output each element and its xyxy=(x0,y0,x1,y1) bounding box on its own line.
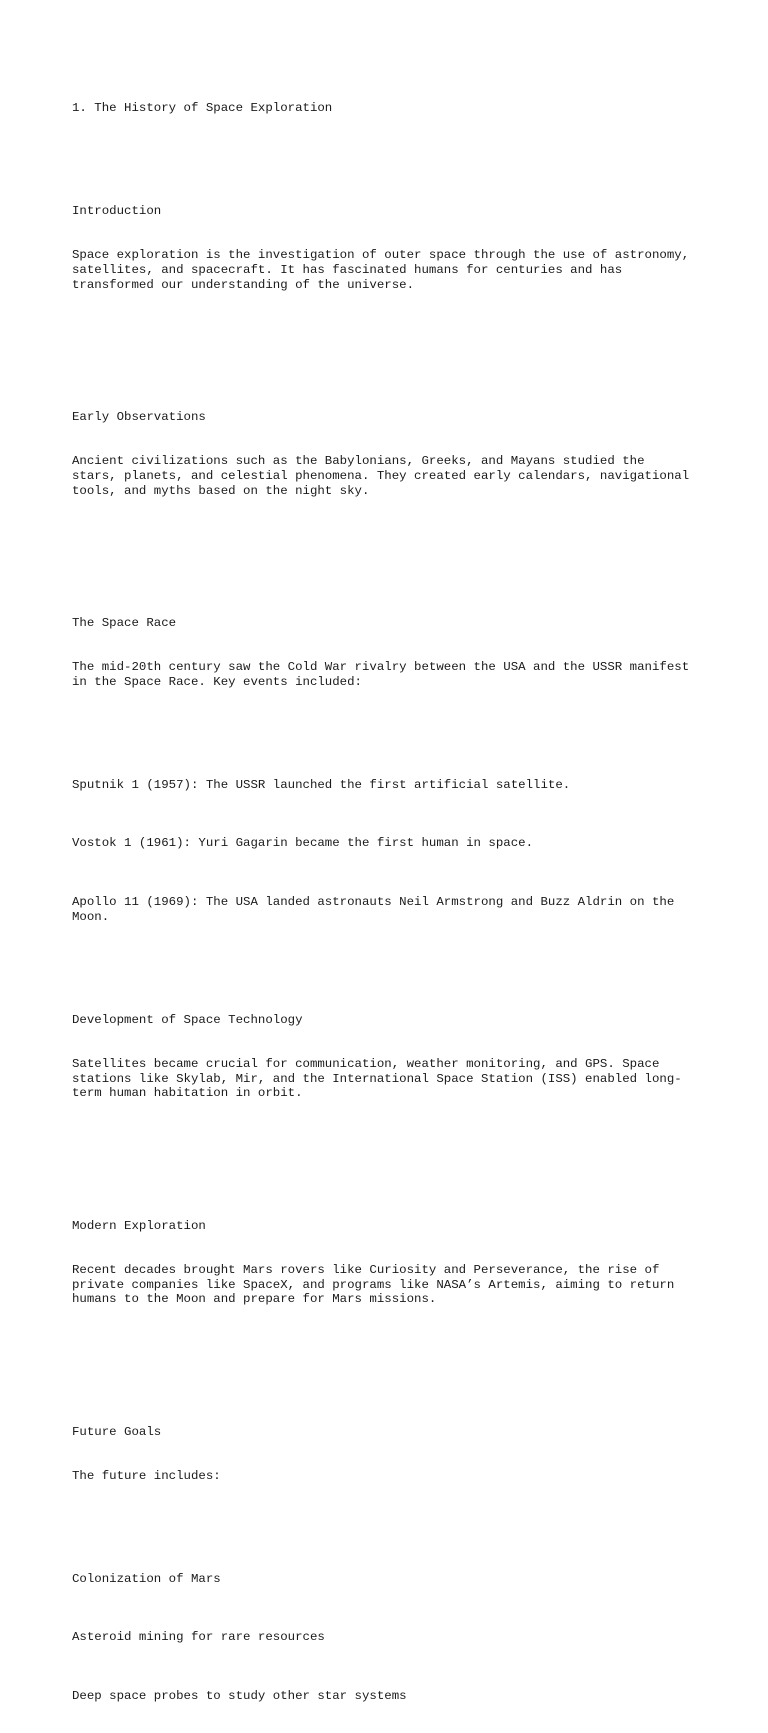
list-item: Asteroid mining for rare resources xyxy=(72,1630,325,1645)
section-heading: Modern Exploration xyxy=(72,1218,206,1233)
section-heading: Future Goals xyxy=(72,1424,162,1439)
section-text: Space exploration is the investigation of outer space through the use of astronomy, satellites, and spacecraft. It has fascinated humans for centuries and has transformed our understanding of the universe. xyxy=(72,248,690,292)
section-space-race xyxy=(72,587,712,719)
document-title: 1. The History of Space Exploration xyxy=(72,101,333,116)
list-item: Deep space probes to study other star systems xyxy=(72,1689,407,1704)
list-item: Vostok 1 (1961): Yuri Gagarin became the first human in space. xyxy=(72,836,534,851)
section-future-goals xyxy=(72,1395,712,1513)
section-text: Recent decades brought Mars rovers like Curiosity and Perseverance, the rise of private companies like SpaceX, and programs like NASA’s Artemis, aiming to return humans to the Moon and prepare for Mars missions. xyxy=(72,1262,675,1307)
section-text: Satellites became crucial for communication, weather monitoring, and GPS. Space stations like Skylab, Mir, and the International Space Station (ISS) enabled long- term human habitation in orbit. xyxy=(72,1057,682,1101)
document-page xyxy=(72,72,712,1733)
section-text: Ancient civilizations such as the Babylonians, Greeks, and Mayans studied the stars, planets, and celestial phenomena. They created early calendars, navigational tools, and myths based on the night sky. xyxy=(72,454,690,498)
section-space-technology xyxy=(72,983,712,1130)
section-text: The mid-20th century saw the Cold War rivalry between the USA and the USSR manifest in the Space Race. Key events included: xyxy=(72,660,690,689)
section-early-observations xyxy=(72,381,712,528)
section-heading: The Space Race xyxy=(72,615,177,630)
list-item: Apollo 11 (1969): The USA landed astronauts Neil Armstrong and Buzz Aldrin on the Moon. xyxy=(72,895,675,924)
section-heading: Introduction xyxy=(72,204,162,219)
section-heading: Early Observations xyxy=(72,410,206,425)
list-item: Sputnik 1 (1957): The USSR launched the first artificial satellite. xyxy=(72,777,571,792)
list-item: Colonization of Mars xyxy=(72,1571,221,1586)
section-text: The future includes: xyxy=(72,1468,221,1483)
section-introduction xyxy=(72,175,712,322)
section-modern-exploration xyxy=(72,1189,712,1336)
section-heading: Development of Space Technology xyxy=(72,1012,303,1027)
